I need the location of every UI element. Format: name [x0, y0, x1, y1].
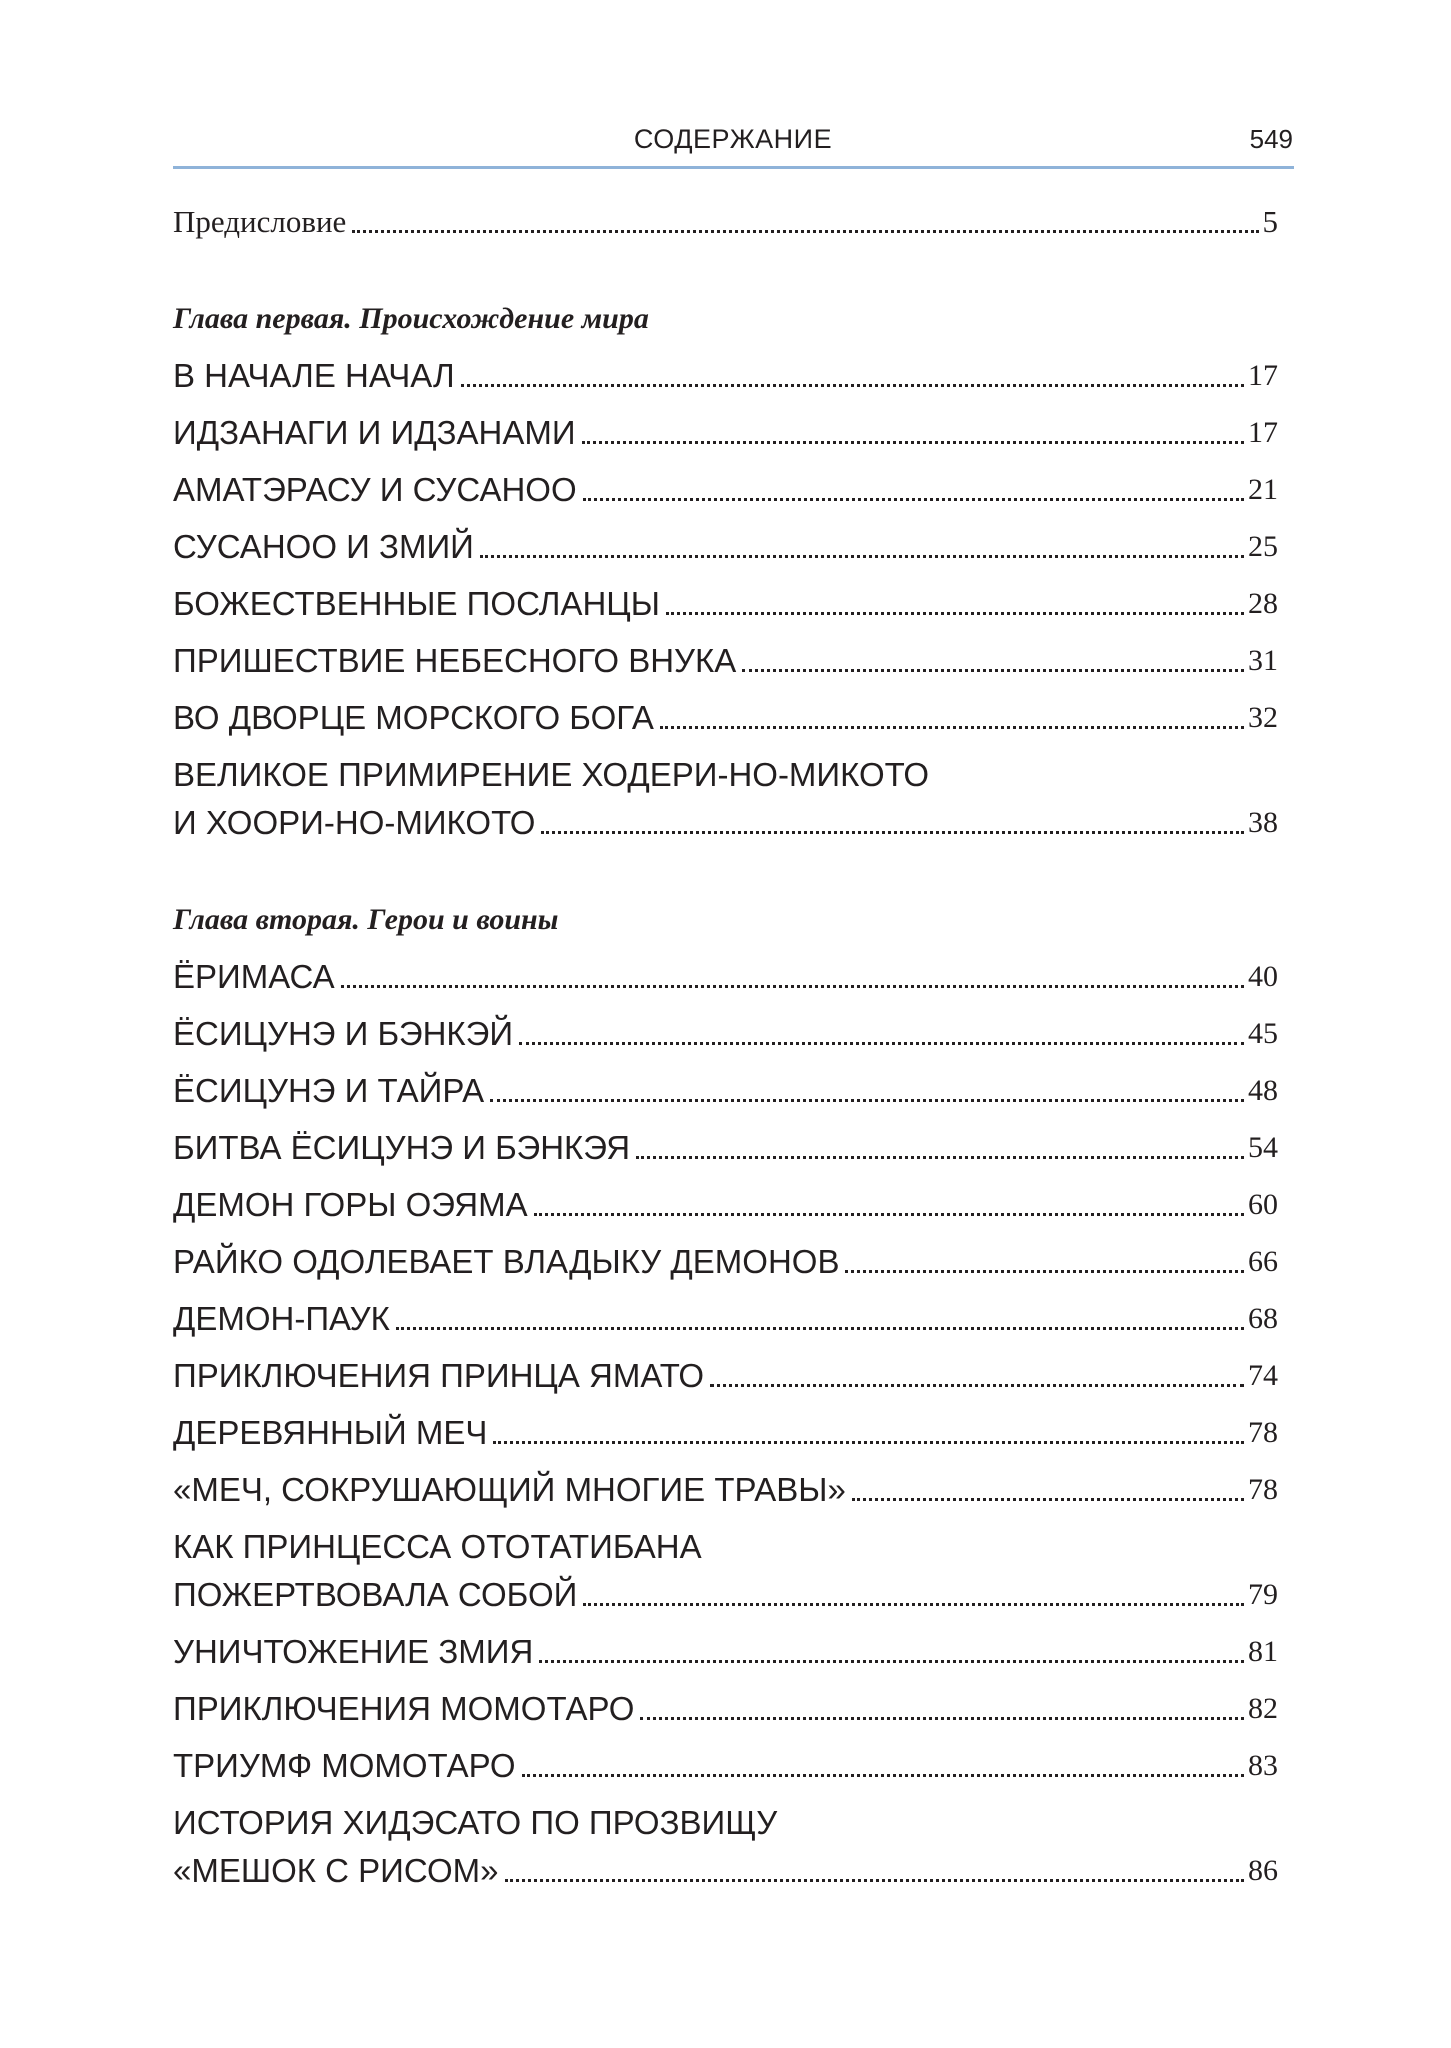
toc-entry-page: 74 [1248, 1359, 1278, 1392]
toc-entry-title: ЁСИЦУНЭ И ТАЙРА [173, 1072, 485, 1109]
toc-entry-title: УНИЧТОЖЕНИЕ ЗМИЯ [173, 1633, 534, 1670]
toc-entry-title: ЁСИЦУНЭ И БЭНКЭЙ [173, 1015, 514, 1052]
dot-leader [583, 1603, 1244, 1606]
dot-leader [582, 441, 1244, 444]
toc-entry[interactable] [173, 1689, 1278, 1729]
dot-leader [505, 1879, 1244, 1882]
dot-leader [742, 669, 1244, 672]
toc-entry[interactable] [173, 1632, 1278, 1672]
toc-entry-page: 81 [1248, 1635, 1278, 1668]
toc-entry-page: 79 [1248, 1578, 1278, 1611]
toc-entry-page: 54 [1248, 1131, 1278, 1164]
toc-entry-title: ПРИКЛЮЧЕНИЯ МОМОТАРО [173, 1690, 635, 1727]
toc-entry-title: ВО ДВОРЦЕ МОРСКОГО БОГА [173, 699, 654, 736]
toc-entry-page: 17 [1248, 416, 1278, 449]
dot-leader [341, 985, 1244, 988]
page-number: 549 [1249, 124, 1293, 154]
toc-entry-page: 32 [1248, 701, 1278, 734]
dot-leader [522, 1774, 1244, 1777]
toc-entry-title: АМАТЭРАСУ И СУСАНОО [173, 471, 577, 508]
toc-entry[interactable] [173, 527, 1278, 567]
toc-entry-title: ДЕМОН ГОРЫ ОЭЯМА [173, 1186, 528, 1223]
toc-entry-title-line1[interactable]: ИСТОРИЯ ХИДЭСАТО ПО ПРОЗВИЩУ [173, 1804, 778, 1841]
toc-entry-title-line1[interactable]: КАК ПРИНЦЕССА ОТОТАТИБАНА [173, 1528, 702, 1565]
toc-entry-preface[interactable] [173, 202, 1278, 242]
toc-entry-page: 86 [1248, 1854, 1278, 1887]
toc-entry[interactable] [173, 1242, 1278, 1282]
toc-entry-page: 78 [1248, 1416, 1278, 1449]
toc-entry-page: 82 [1248, 1692, 1278, 1725]
toc-entry-title: Предисловие [173, 204, 347, 239]
dot-leader [660, 726, 1244, 729]
dot-leader [636, 1156, 1244, 1159]
toc-entry-title: ДЕРЕВЯННЫЙ МЕЧ [173, 1414, 488, 1451]
dot-leader [519, 1042, 1244, 1045]
toc-entry[interactable] [173, 1299, 1278, 1339]
dot-leader [396, 1327, 1244, 1330]
toc-entry[interactable] [173, 641, 1278, 681]
toc-entry-page: 21 [1248, 473, 1278, 506]
dot-leader [539, 1660, 1244, 1663]
toc-entry-page: 38 [1248, 806, 1278, 839]
toc-entry-page: 60 [1248, 1188, 1278, 1221]
toc-entry[interactable] [173, 1071, 1278, 1111]
toc-entry-page: 45 [1248, 1017, 1278, 1050]
toc-entry-title: ТРИУМФ МОМОТАРО [173, 1747, 516, 1784]
dot-leader [845, 1270, 1244, 1273]
toc-entry[interactable] [173, 1470, 1278, 1510]
toc-entry-title: ПОЖЕРТВОВАЛА СОБОЙ [173, 1576, 578, 1613]
toc-entry-title: БОЖЕСТВЕННЫЕ ПОСЛАНЦЫ [173, 585, 660, 622]
toc-entry[interactable] [173, 356, 1278, 396]
chapter-heading: Глава первая. Происхождение мира [173, 302, 649, 335]
toc-entry-title: ПРИШЕСТВИЕ НЕБЕСНОГО ВНУКА [173, 642, 737, 679]
toc-entry[interactable] [173, 1575, 1278, 1615]
toc-entry-title-line1[interactable]: ВЕЛИКОЕ ПРИМИРЕНИЕ ХОДЕРИ-НО-МИКОТО [173, 756, 930, 793]
toc-entry[interactable] [173, 470, 1278, 510]
toc-entry[interactable] [173, 803, 1278, 843]
header-rule [173, 166, 1294, 169]
toc-entry-page: 78 [1248, 1473, 1278, 1506]
toc-entry[interactable] [173, 1014, 1278, 1054]
dot-leader [493, 1441, 1244, 1444]
toc-entry-title: СУСАНОО И ЗМИЙ [173, 528, 474, 565]
toc-entry-page: 17 [1248, 359, 1278, 392]
dot-leader [534, 1213, 1244, 1216]
toc-entry-title: «МЕЧ, СОКРУШАЮЩИЙ МНОГИЕ ТРАВЫ» [173, 1471, 846, 1508]
toc-entry-page: 66 [1248, 1245, 1278, 1278]
toc-entry[interactable] [173, 1413, 1278, 1453]
dot-leader [583, 498, 1244, 501]
toc-entry-title: РАЙКО ОДОЛЕВАЕТ ВЛАДЫКУ ДЕМОНОВ [173, 1243, 840, 1280]
toc-entry-page: 40 [1248, 960, 1278, 993]
toc-entry[interactable] [173, 957, 1278, 997]
toc-entry-title: ДЕМОН-ПАУК [173, 1300, 390, 1337]
toc-entry[interactable] [173, 1185, 1278, 1225]
toc-entry-page: 48 [1248, 1074, 1278, 1107]
toc-entry-page: 25 [1248, 530, 1278, 563]
toc-entry[interactable] [173, 413, 1278, 453]
toc-entry-page: 28 [1248, 587, 1278, 620]
dot-leader [666, 612, 1244, 615]
dot-leader [490, 1099, 1244, 1102]
toc-entry[interactable] [173, 1851, 1278, 1891]
toc-entry-title: БИТВА ЁСИЦУНЭ И БЭНКЭЯ [173, 1129, 631, 1166]
dot-leader [480, 555, 1244, 558]
toc-entry-page: 83 [1248, 1749, 1278, 1782]
toc-entry-title: И ХООРИ-НО-МИКОТО [173, 804, 536, 841]
toc-entry-title: В НАЧАЛЕ НАЧАЛ [173, 357, 455, 394]
toc-entry[interactable] [173, 1746, 1278, 1786]
running-header [173, 118, 1293, 162]
chapter-heading: Глава вторая. Герои и воины [173, 903, 559, 936]
dot-leader [852, 1498, 1244, 1501]
dot-leader [461, 384, 1244, 387]
toc-entry[interactable] [173, 1356, 1278, 1396]
toc-entry-title: «МЕШОК С РИСОМ» [173, 1852, 499, 1889]
dot-leader [710, 1384, 1244, 1387]
toc-entry[interactable] [173, 698, 1278, 738]
toc-entry-title: ПРИКЛЮЧЕНИЯ ПРИНЦА ЯМАТО [173, 1357, 705, 1394]
toc-entry[interactable] [173, 1128, 1278, 1168]
dot-leader [640, 1717, 1244, 1720]
toc-entry-page: 5 [1262, 204, 1278, 239]
dot-leader [352, 230, 1258, 233]
toc-entry-page: 31 [1248, 644, 1278, 677]
toc-entry-title: ИДЗАНАГИ И ИДЗАНАМИ [173, 414, 576, 451]
toc-entry-title: ЁРИМАСА [173, 958, 335, 995]
toc-entry-page: 68 [1248, 1302, 1278, 1335]
toc-entry[interactable] [173, 584, 1278, 624]
dot-leader [541, 831, 1244, 834]
header-title: СОДЕРЖАНИЕ [633, 124, 833, 154]
